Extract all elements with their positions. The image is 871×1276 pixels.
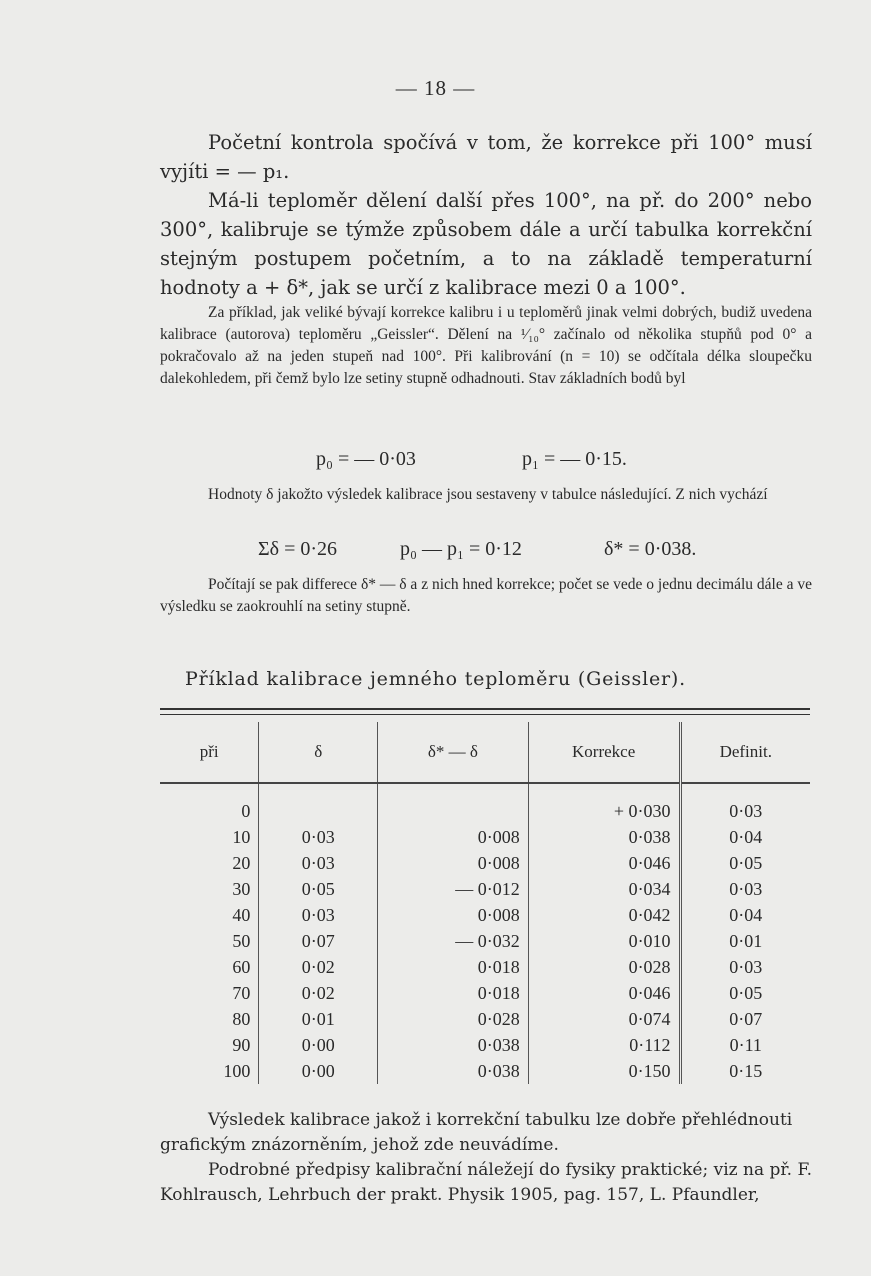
paragraph-4-block <box>160 484 812 506</box>
paragraph-7: Podrobné předpisy kalibrační náležejí do fysiky praktické; viz na př. F. Kohlrausch, Lehrbuch der prakt. Physik 1905, pag. 157, L. Pfaundler, <box>160 1160 813 1205</box>
cell-definit: 0·07 <box>680 1006 810 1032</box>
cell-delta: 0·02 <box>259 954 378 980</box>
cell-delta-diff <box>378 783 529 824</box>
cell-pri: 60 <box>232 957 251 977</box>
cell-pri: 80 <box>232 1009 251 1029</box>
paragraph-5-block <box>160 574 812 618</box>
table-row <box>160 980 810 1006</box>
cell-delta: 0·03 <box>259 902 378 928</box>
table-row <box>160 783 810 824</box>
cell-delta: 0·00 <box>259 1058 378 1084</box>
cell-definit: 0·15 <box>680 1058 810 1084</box>
cell-definit: 0·04 <box>680 824 810 850</box>
cell-delta-diff: 0·008 <box>378 850 529 876</box>
table-header-row <box>160 722 810 783</box>
cell-delta-diff: 0·008 <box>378 902 529 928</box>
paragraph-4: Hodnoty δ jakožto výsledek kalibrace jsou sestaveny v tabulce následující. Z nich vychází <box>208 486 768 503</box>
cell-delta-diff: 0·018 <box>378 980 529 1006</box>
table-row <box>160 1058 810 1084</box>
cell-delta: 0·07 <box>259 928 378 954</box>
cell-korrekce: 0·150 <box>528 1058 680 1084</box>
cell-pri: 10 <box>232 827 251 847</box>
cell-delta: 0·03 <box>259 824 378 850</box>
paragraph-3: Za příklad, jak veliké bývají korrekce kalibru i u teploměrů jinak velmi dobrých, budiž uvedena kalibrace (autorova) teploměru „Geissler“. Dělení na ¹⁄₁₀° začínalo od několika stupňů pod 0° a pokračovalo až na jeden stupeň nad 100°. Při kalibrování (n = 10) se odčítala délka sloupečku dalekohledem, při čemž bylo lze setiny stupně odhadnouti. Stav základních bodů byl <box>160 304 812 387</box>
cell-definit: 0·03 <box>680 954 810 980</box>
cell-delta-diff: 0·038 <box>378 1058 529 1084</box>
cell-korrekce: 0·042 <box>528 902 680 928</box>
cell-definit: 0·05 <box>680 850 810 876</box>
header-definit: Definit. <box>680 722 810 783</box>
table-row <box>160 1006 810 1032</box>
cell-pri: 70 <box>232 983 251 1003</box>
cell-korrekce: 0·046 <box>528 850 680 876</box>
cell-pri: 90 <box>232 1035 251 1055</box>
cell-delta-diff: 0·008 <box>378 824 529 850</box>
table-row <box>160 1032 810 1058</box>
header-delta: δ <box>259 722 378 783</box>
cell-korrekce: 0·112 <box>528 1032 680 1058</box>
cell-korrekce: 0·028 <box>528 954 680 980</box>
cell-definit: 0·01 <box>680 928 810 954</box>
formula-sum: Σδ = 0·26 <box>258 538 338 560</box>
paragraph-6: Výsledek kalibrace jakož i korrekční tabulku lze dobře přehlédnouti grafickým znázorněním, jehož zde neuvádíme. <box>160 1110 793 1155</box>
cell-definit: 0·05 <box>680 980 810 1006</box>
paragraph-2: Má-li teploměr dělení další přes 100°, na př. do 200° nebo 300°, kalibruje se týmže způsobem dále a určí tabulka korrekční stejným postupem početním, a to na základě temperaturní hodnoty a + δ*, jak se určí z kalibrace mezi 0 a 100°. <box>160 189 812 299</box>
table-row <box>160 902 810 928</box>
table-row <box>160 850 810 876</box>
cell-korrekce: 0·010 <box>528 928 680 954</box>
formula-delta: δ* = 0·038. <box>604 538 697 560</box>
table-row <box>160 824 810 850</box>
table-caption: Příklad kalibrace jemného teploměru (Geissler). <box>185 668 686 690</box>
paragraph-3-block <box>160 302 812 390</box>
table-row <box>160 954 810 980</box>
cell-pri: 50 <box>232 931 251 951</box>
cell-definit: 0·03 <box>680 876 810 902</box>
cell-delta: 0·03 <box>259 850 378 876</box>
footer-block <box>160 1108 812 1208</box>
table-body <box>160 783 810 1084</box>
formula-p1: p₁ = — 0·15. <box>522 448 627 470</box>
cell-definit: 0·11 <box>680 1032 810 1058</box>
cell-korrekce: 0·074 <box>528 1006 680 1032</box>
cell-delta: 0·00 <box>259 1032 378 1058</box>
cell-pri: 40 <box>232 905 251 925</box>
formula-diff: p₀ — p₁ = 0·12 <box>400 538 522 560</box>
cell-pri: 30 <box>232 879 251 899</box>
cell-korrekce: 0·046 <box>528 980 680 1006</box>
cell-delta-diff: 0·038 <box>378 1032 529 1058</box>
cell-delta-diff: — 0·012 <box>378 876 529 902</box>
paragraph-5: Počítají se pak differece δ* — δ a z nich hned korrekce; počet se vede o jednu decimálu dále a ve výsledku se zaokrouhlí na setiny stupně. <box>160 576 812 615</box>
header-korrekce: Korrekce <box>528 722 680 783</box>
cell-delta <box>259 783 378 824</box>
table-top-rule-thin <box>160 714 810 715</box>
cell-delta-diff: — 0·032 <box>378 928 529 954</box>
cell-pri: 0 <box>241 801 251 821</box>
cell-pri: 20 <box>232 853 251 873</box>
paragraph-1: Početní kontrola spočívá v tom, že korrekce při 100° musí vyjíti = — p₁. <box>160 131 812 183</box>
cell-definit: 0·04 <box>680 902 810 928</box>
cell-pri: 100 <box>223 1061 251 1081</box>
cell-delta: 0·02 <box>259 980 378 1006</box>
cell-delta: 0·05 <box>259 876 378 902</box>
table-row <box>160 928 810 954</box>
cell-korrekce: 0·038 <box>528 824 680 850</box>
cell-delta-diff: 0·028 <box>378 1006 529 1032</box>
cell-delta: 0·01 <box>259 1006 378 1032</box>
cell-delta-diff: 0·018 <box>378 954 529 980</box>
table-row <box>160 876 810 902</box>
cell-korrekce: 0·034 <box>528 876 680 902</box>
cell-definit: 0·03 <box>680 783 810 824</box>
table-top-rule <box>160 708 810 710</box>
formula-p0: p₀ = — 0·03 <box>316 448 416 470</box>
header-pri: při <box>160 722 259 783</box>
calibration-table <box>160 722 810 1084</box>
paragraph-1-block <box>160 128 812 302</box>
page-number: — 18 — <box>395 76 476 100</box>
header-delta-diff: δ* — δ <box>378 722 529 783</box>
cell-korrekce: + 0·030 <box>528 783 680 824</box>
